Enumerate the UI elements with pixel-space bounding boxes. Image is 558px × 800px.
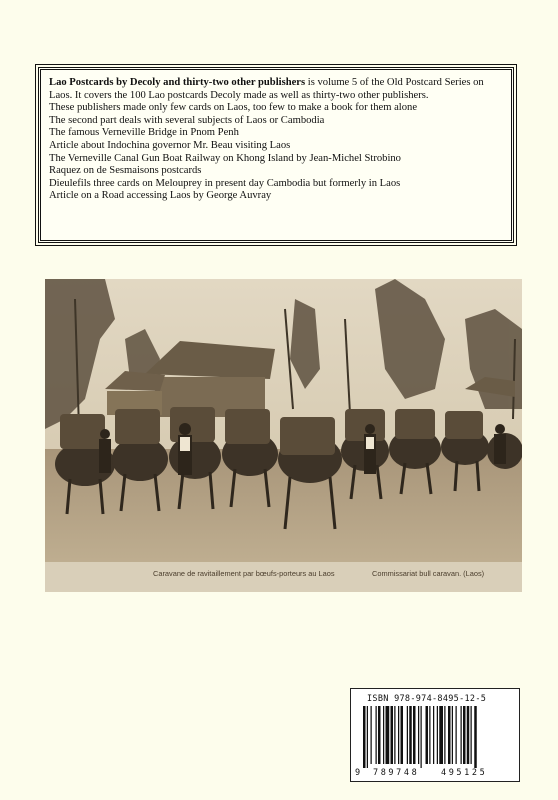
caption-english: Commissariat bull caravan. (Laos) — [372, 569, 485, 578]
isbn-number: ISBN 978-974-8495-12-5 — [367, 694, 487, 704]
description-line: The famous Verneville Bridge in Pnom Penh — [49, 127, 239, 139]
barcode-right-digits: 495125 — [441, 768, 488, 778]
intro-text: is volume 5 of the Old Postcard Series on Laos. It covers the 100 Lao postcards Decoly made as well as thirty-two other publishers. — [49, 77, 484, 101]
description-line: Raquez on de Sesmaisons postcards — [49, 165, 202, 177]
barcode-lead-digit: 9 — [355, 768, 361, 778]
description-line: These publishers made only few cards on Laos, too few to make a book for them alone — [49, 102, 418, 114]
description-intro — [49, 77, 503, 102]
barcode-left-digits: 789748 — [373, 768, 420, 778]
caption-french: Caravane de ravitaillement par bœufs-porteurs au Laos — [153, 569, 335, 578]
description-line: Article on a Road accessing Laos by George Auvray — [49, 190, 272, 202]
description-line: Article about Indochina governor Mr. Beau visiting Laos — [49, 139, 291, 151]
description-box — [38, 67, 514, 243]
book-title: Lao Postcards by Decoly and thirty-two other publishers — [49, 77, 306, 88]
postcard-illustration — [45, 279, 522, 592]
description-line: The Verneville Canal Gun Boat Railway on Khong Island by Jean-Michel Strobino — [49, 152, 401, 164]
description-line: The second part deals with several subjects of Laos or Cambodia — [49, 114, 325, 126]
barcode-bars — [363, 706, 513, 768]
postcard-image — [45, 279, 522, 592]
description-line: Dieulefils three cards on Melouprey in present day Cambodia but formerly in Laos — [49, 177, 401, 189]
barcode-box — [350, 688, 520, 782]
